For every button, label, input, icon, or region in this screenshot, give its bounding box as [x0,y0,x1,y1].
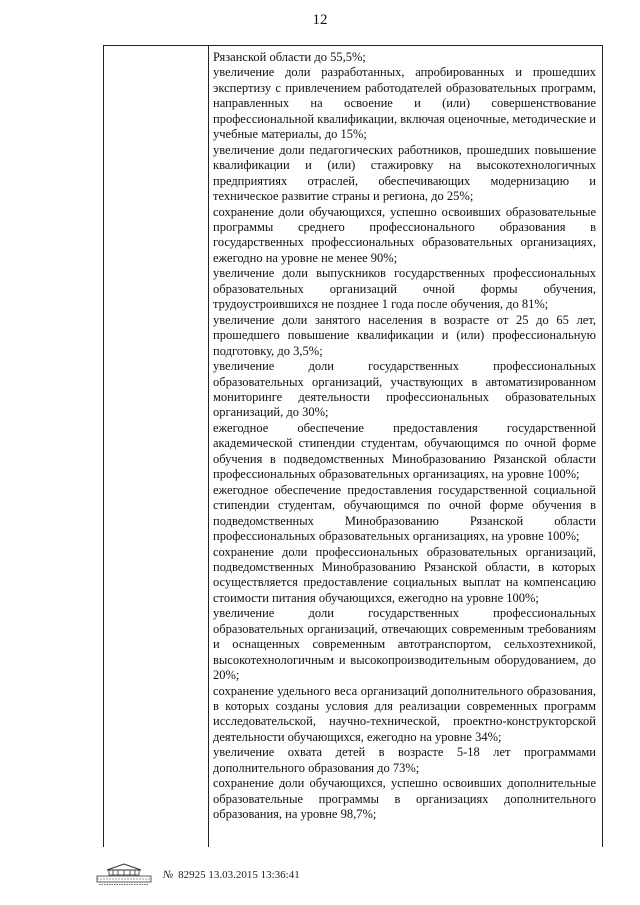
list-item: сохранение доли обучающихся, успешно освоивших дополнительные образовательные программы в организациях дополнительного образования, на уровне 98,7%; [213,776,596,822]
registry-stamp-icon [95,863,153,887]
list-item: сохранение доли обучающихся, успешно освоивших образовательные программы среднего профессионального образования в государственных профессиональных образовательных организациях, ежегодно на уровне не менее 90%; [213,204,596,265]
registration-timestamp: 13.03.2015 13:36:41 [208,869,300,881]
registration-stamp-text [163,869,300,881]
list-item: увеличение доли занятого населения в возрасте от 25 до 65 лет, прошедшего повышение квалификации и (или) профессиональную подготовку, до 3,5%; [213,312,596,358]
list-item: ежегодное обеспечение предоставления государственной академической стипендии студентам, обучающимся по очной форме обучения в подведомственных Минобразованию Рязанской области профессиональных образовательных организациях, на уровне 100%; [213,420,596,482]
number-sign: № [163,869,174,881]
list-item: увеличение доли государственных профессиональных образовательных организаций, участвующих в автоматизированном мониторинге деятельности профессиональных образовательных организаций, до 30%; [213,359,596,420]
page-number: 12 [312,12,328,28]
list-item: сохранение доли профессиональных образовательных организаций, подведомственных Минобразованию Рязанской области, в которых осуществляется предоставление социальных выплат на компенсацию стоимости питания обучающихся, ежегодно на уровне 100%; [213,544,596,605]
document-footer [95,862,300,888]
document-table [103,45,603,847]
table-right-column [209,46,602,847]
list-item: увеличение доли педагогических работников, прошедших повышение квалификации и (или) стажировку на высокотехнологичных предприятиях отраслей, обеспечивающих модернизацию и техническое развитие страны и региона, до 25%; [213,142,596,204]
list-item: увеличение доли разработанных, апробированных и прошедших экспертизу с привлечением работодателей образовательных программ, направленных на освоение и (или) совершенствование профессиональной квалификации, включая оценочные, методические и учебные материалы, до 15%; [213,65,596,142]
list-item: увеличение доли государственных профессиональных образовательных организаций, отвечающих современным требованиям и оснащенных современным автотранспортом, сельхозтехникой, высокотехнологичным и высокопроизводительным оборудованием, до 20%; [213,606,596,683]
list-item: сохранение удельного веса организаций дополнительного образования, в которых созданы условия для реализации современных программ исследовательской, научно-технической, проектно-конструкторской деятельности обучающихся, ежегодно на уровне 34%; [213,683,596,744]
registration-number: 82925 [178,869,206,881]
table-left-column [104,46,209,847]
list-item: увеличение доли выпускников государственных профессиональных образовательных организаций очной формы обучения, трудоустроившихся не позднее 1 года после обучения, до 81%; [213,266,596,312]
list-item: увеличение охвата детей в возрасте 5-18 лет программами дополнительного образования до 73%; [213,745,596,775]
list-item: ежегодное обеспечение предоставления государственной социальной стипендии студентам, обучающимся по очной форме обучения в подведомственных Минобразованию Рязанской области профессиональных образовательных организациях, на уровне 100%; [213,482,596,544]
list-item: Рязанской области до 55,5%; [213,50,366,64]
